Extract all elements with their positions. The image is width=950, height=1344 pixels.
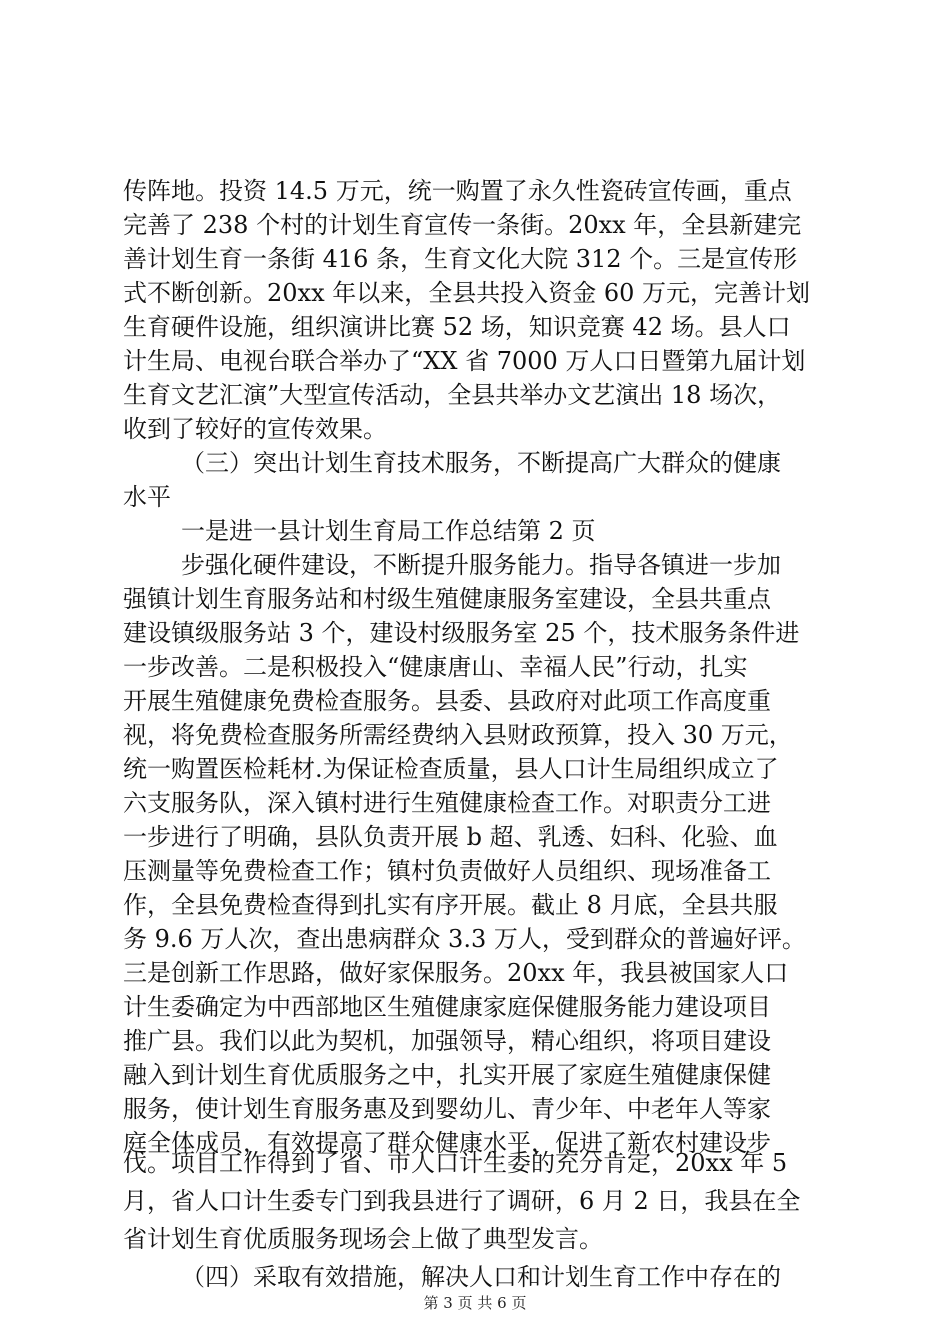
section-heading-line: （四）采取有效措施，解决人口和计划生育工作中存在的 — [181, 1263, 781, 1291]
text-line: 建设镇级服务站 3 个，建设村级服务室 25 个，技术服务条件进 — [123, 619, 800, 647]
text-line: 生育文艺汇演”大型宣传活动，全县共举办文艺演出 18 场次， — [123, 381, 782, 409]
text-line: 务 9.6 万人次，查出患病群众 3.3 万人，受到群众的普遍好评。 — [123, 925, 806, 953]
text-line: 收到了较好的宣传效果。 — [123, 415, 387, 443]
section-heading-line: （三）突出计划生育技术服务，不断提高广大群众的健康 — [181, 449, 781, 477]
text-line: 步强化硬件建设，不断提升服务能力。指导各镇进一步加 — [181, 551, 781, 579]
text-line: 六支服务队，深入镇村进行生殖健康检查工作。对职责分工进 — [123, 789, 771, 817]
text-line: 作，全县免费检查得到扎实有序开展。截止 8 月底，全县共服 — [123, 891, 778, 919]
text-line: 压测量等免费检查工作；镇村负责做好人员组织、现场准备工 — [123, 857, 771, 885]
text-line: 一步改善。二是积极投入“健康唐山、幸福人民”行动，扎实 — [123, 653, 748, 681]
text-line: 三是创新工作思路，做好家保服务。20xx 年，我县被国家人口 — [123, 959, 789, 987]
text-line: 庭全体成员，有效提高了群众健康水平，促进了新农村建设步 — [123, 1129, 771, 1157]
text-line: 服务，使计划生育服务惠及到婴幼儿、青少年、中老年人等家 — [123, 1095, 771, 1123]
text-line: 统一购置医检耗材.为保证检查质量，县人口计生局组织成立了 — [123, 755, 779, 783]
text-line: 融入到计划生育优质服务之中，扎实开展了家庭生殖健康保健 — [123, 1061, 771, 1089]
text-line: 推广县。我们以此为契机，加强领导，精心组织，将项目建设 — [123, 1027, 771, 1055]
text-line: 开展生殖健康免费检查服务。县委、县政府对此项工作高度重 — [123, 687, 771, 715]
page-number-footer: 第 3 页 共 6 页 — [423, 1294, 527, 1312]
page-marker-line: 一是进一县计划生育局工作总结第 2 页 — [181, 517, 596, 545]
text-line: 善计划生育一条街 416 条，生育文化大院 312 个。三是宣传形 — [123, 245, 798, 273]
text-line: 月，省人口计生委专门到我县进行了调研，6 月 2 日，我县在全 — [123, 1187, 801, 1215]
text-line: 完善了 238 个村的计划生育宣传一条街。20xx 年，全县新建完 — [123, 211, 802, 239]
text-line: 式不断创新。20xx 年以来，全县共投入资金 60 万元，完善计划 — [123, 279, 811, 307]
text-line: 一步进行了明确，县队负责开展 b 超、乳透、妇科、化验、血 — [123, 823, 778, 851]
text-line: 强镇计划生育服务站和村级生殖健康服务室建设，全县共重点 — [123, 585, 771, 613]
text-line: 省计划生育优质服务现场会上做了典型发言。 — [123, 1225, 603, 1253]
text-line: 计生局、电视台联合举办了“XX 省 7000 万人口日暨第九届计划 — [123, 347, 806, 375]
text-line: 计生委确定为中西部地区生殖健康家庭保健服务能力建设项目 — [123, 993, 771, 1021]
text-line: 视，将免费检查服务所需经费纳入县财政预算，投入 30 万元， — [123, 721, 793, 749]
text-line: 伐。项目工作得到了省、市人口计生委的充分肯定，20xx 年 5 — [123, 1149, 788, 1177]
text-line: 传阵地。投资 14.5 万元，统一购置了永久性瓷砖宣传画，重点 — [123, 177, 792, 205]
section-heading-line: 水平 — [123, 483, 171, 511]
text-line: 生育硬件设施，组织演讲比赛 52 场，知识竞赛 42 场。县人口 — [123, 313, 791, 341]
